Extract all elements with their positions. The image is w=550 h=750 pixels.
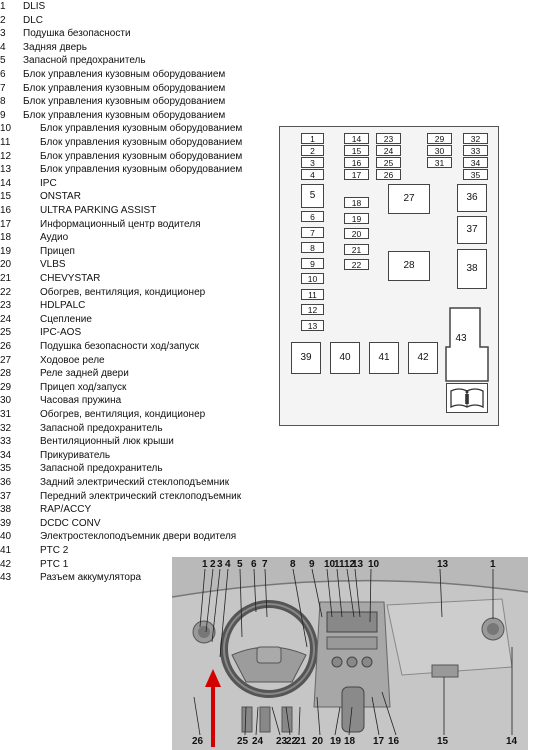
- callout-label: 11: [334, 559, 345, 570]
- callout-label: 19: [330, 736, 342, 747]
- legend-number: 37: [0, 490, 12, 502]
- fuse-2: 2: [301, 145, 324, 156]
- legend-number: 27: [0, 354, 12, 366]
- legend-text: Передний электрический стеклоподъемник: [40, 490, 242, 502]
- legend-number: 32: [0, 422, 12, 434]
- legend-number: 33: [0, 436, 12, 448]
- legend-text: Прикуриватель: [40, 449, 111, 461]
- fuse-27: 27: [388, 184, 430, 214]
- legend-text: DCDC CONV: [40, 517, 101, 529]
- legend-text: Блок управления кузовным оборудованием: [23, 96, 226, 108]
- fuse-box-diagram: [279, 126, 499, 426]
- dashboard-illustration: [172, 557, 528, 750]
- legend-number: 43: [0, 572, 12, 584]
- fuse-9: 9: [301, 258, 324, 269]
- legend-number: 5: [0, 55, 6, 67]
- legend-text: Информационный центр водителя: [40, 218, 201, 230]
- fuse-43: [445, 307, 489, 382]
- legend-text: DLIS: [23, 1, 46, 12]
- legend-text: VLBS: [40, 259, 66, 271]
- callout-label: 12: [344, 559, 356, 570]
- fuse-15: 15: [344, 145, 369, 156]
- fuse-35: 35: [463, 169, 488, 180]
- callout-label: 4: [225, 559, 231, 570]
- callout-label: 10: [324, 559, 336, 570]
- callout-label: 3: [217, 559, 223, 570]
- callout-label: 26: [192, 736, 204, 747]
- legend-text: Подушка безопасности ход/запуск: [40, 341, 199, 352]
- legend-text: Задняя дверь: [23, 41, 87, 53]
- callout-label: 8: [290, 559, 296, 570]
- fuse-8: 8: [301, 242, 324, 253]
- legend-text: RAP/ACCY: [40, 504, 92, 516]
- legend-text: Часовая пружина: [40, 395, 122, 407]
- legend-number: 23: [0, 300, 12, 312]
- callout-label: 7: [262, 559, 268, 570]
- legend-number: 28: [0, 368, 12, 380]
- legend-number: 38: [0, 504, 12, 516]
- legend-text: Запасной предохранитель: [23, 55, 146, 67]
- legend-number: 25: [0, 327, 12, 339]
- callout-label: 23: [276, 736, 288, 747]
- legend-text: Электростеклоподъемник двери водителя: [40, 531, 237, 543]
- fuse-6: 6: [301, 211, 324, 222]
- legend-number: 20: [0, 259, 12, 271]
- legend-number: 10: [0, 123, 12, 135]
- legend-text: Аудио: [40, 232, 69, 244]
- legend-text: Блок управления кузовным оборудованием: [40, 150, 243, 162]
- legend-text: IPC: [40, 177, 57, 189]
- legend-number: 1: [0, 1, 6, 12]
- callout-label: 1: [202, 559, 208, 570]
- legend-text: Обогрев, вентиляция, кондиционер: [40, 286, 206, 298]
- fuse-13: 13: [301, 320, 324, 331]
- legend-number: 31: [0, 409, 12, 420]
- legend-number: 8: [0, 96, 6, 108]
- legend-text: Блок управления кузовным оборудованием: [40, 137, 243, 148]
- fuse-label: 43: [455, 333, 467, 344]
- legend-number: 14: [0, 177, 12, 189]
- callout-label: 5: [237, 559, 243, 570]
- fuse-14: 14: [344, 133, 369, 144]
- legend-number: 3: [0, 28, 6, 40]
- fuse-12: 12: [301, 304, 324, 315]
- legend-text: DLC: [23, 14, 44, 26]
- legend-text: PTC 1: [40, 558, 69, 570]
- callout-label: 13: [352, 559, 364, 570]
- book-icon: [446, 383, 488, 413]
- legend-text: Блок управления кузовным оборудованием: [23, 109, 226, 121]
- fuse-32: 32: [463, 133, 488, 144]
- callout-label: 22: [286, 736, 298, 747]
- legend-number: 17: [0, 218, 12, 230]
- legend-number: 21: [0, 273, 12, 284]
- legend-number: 30: [0, 395, 12, 407]
- fuse-10: 10: [301, 273, 324, 284]
- legend-number: 19: [0, 245, 12, 257]
- callout-label: 17: [373, 736, 385, 747]
- legend-number: 22: [0, 286, 12, 298]
- callout-label: 24: [252, 736, 264, 747]
- legend-number: 12: [0, 150, 12, 162]
- fuse-5: 5: [301, 184, 324, 208]
- callout-label: 9: [309, 559, 315, 570]
- legend-text: Блок управления кузовным оборудованием: [40, 164, 243, 176]
- legend-text: Блок управления кузовным оборудованием: [23, 69, 226, 80]
- legend-number: 7: [0, 82, 6, 94]
- legend-number: 39: [0, 517, 12, 529]
- fuse-24: 24: [376, 145, 401, 156]
- legend-number: 40: [0, 531, 12, 543]
- callout-label: 2: [210, 559, 216, 570]
- fuse-38: 38: [457, 249, 487, 289]
- legend-number: 29: [0, 381, 12, 393]
- legend-number: 34: [0, 449, 12, 461]
- fuse-41: 41: [369, 342, 399, 374]
- legend-number: 6: [0, 69, 6, 80]
- legend-number: 13: [0, 164, 12, 176]
- legend-text: IPC-AOS: [40, 327, 82, 339]
- fuse-26: 26: [376, 169, 401, 180]
- fuse-36: 36: [457, 184, 487, 212]
- fuse-40: 40: [330, 342, 360, 374]
- legend-text: Сцепление: [40, 313, 92, 325]
- callout-label: 1: [490, 559, 496, 570]
- legend-text: Ходовое реле: [40, 354, 105, 366]
- legend-text: HDLPALC: [40, 300, 86, 312]
- legend-number: 41: [0, 545, 12, 556]
- callout-label: 10: [368, 559, 380, 570]
- fuse-39: 39: [291, 342, 321, 374]
- legend-number: 11: [0, 137, 11, 148]
- fuse-4: 4: [301, 169, 324, 180]
- legend-text: ONSTAR: [40, 191, 81, 203]
- legend-number: 9: [0, 109, 6, 121]
- legend-text: PTC 2: [40, 545, 69, 556]
- fuse-33: 33: [463, 145, 488, 156]
- fuse-34: 34: [463, 157, 488, 168]
- fuse-19: 19: [344, 213, 369, 224]
- legend-number: 26: [0, 341, 12, 352]
- callout-label: 16: [388, 736, 400, 747]
- callout-label: 25: [237, 736, 249, 747]
- legend-text: Запасной предохранитель: [40, 463, 163, 475]
- callout-label: 15: [437, 736, 449, 747]
- fuse-22: 22: [344, 259, 369, 270]
- fuse-31: 31: [427, 157, 452, 168]
- callout-label: 6: [251, 559, 257, 570]
- fuse-42: 42: [408, 342, 438, 374]
- legend-text: Разъем аккумулятора: [40, 572, 142, 584]
- callout-label: 18: [344, 736, 356, 747]
- legend-number: 42: [0, 558, 12, 570]
- fuse-29: 29: [427, 133, 452, 144]
- legend-text: Блок управления кузовным оборудованием: [40, 123, 243, 135]
- legend-number: 16: [0, 205, 12, 216]
- legend-text: Блок управления кузовным оборудованием: [23, 82, 226, 94]
- fuse-28: 28: [388, 251, 430, 281]
- legend-number: 18: [0, 232, 12, 244]
- legend-number: 24: [0, 313, 12, 325]
- legend-number: 4: [0, 41, 6, 53]
- fuse-21: 21: [344, 244, 369, 255]
- fuse-11: 11: [301, 289, 324, 300]
- legend-text: Реле задней двери: [40, 368, 129, 380]
- legend-text: Запасной предохранитель: [40, 422, 163, 434]
- legend-text: CHEVYSTAR: [40, 273, 101, 284]
- fuse-30: 30: [427, 145, 452, 156]
- legend-number: 15: [0, 191, 12, 203]
- legend-text: Задний электрический стеклоподъемник: [40, 477, 230, 488]
- legend-text: Подушка безопасности: [23, 28, 131, 40]
- callout-label: 21: [295, 736, 307, 747]
- callout-label: 14: [506, 736, 518, 747]
- legend-number: 2: [0, 14, 6, 26]
- fuse-17: 17: [344, 169, 369, 180]
- legend-text: Обогрев, вентиляция, кондиционер: [40, 409, 206, 420]
- legend-text: Вентиляционный люк крыши: [40, 436, 174, 448]
- fuse-23: 23: [376, 133, 401, 144]
- callout-label: 13: [437, 559, 449, 570]
- fuse-18: 18: [344, 197, 369, 208]
- fuse-25: 25: [376, 157, 401, 168]
- fuse-20: 20: [344, 228, 369, 239]
- fuse-37: 37: [457, 216, 487, 244]
- legend-number: 35: [0, 463, 12, 475]
- fuse-7: 7: [301, 227, 324, 238]
- callout-label: 20: [312, 736, 324, 747]
- legend-text: ULTRA PARKING ASSIST: [40, 205, 157, 216]
- fuse-3: 3: [301, 157, 324, 168]
- fuse-1: 1: [301, 133, 324, 144]
- legend-text: Прицеп ход/запуск: [40, 381, 127, 393]
- fuse-16: 16: [344, 157, 369, 168]
- dashboard-photo: [172, 557, 528, 750]
- legend-number: 36: [0, 477, 12, 488]
- legend-text: Прицеп: [40, 245, 75, 257]
